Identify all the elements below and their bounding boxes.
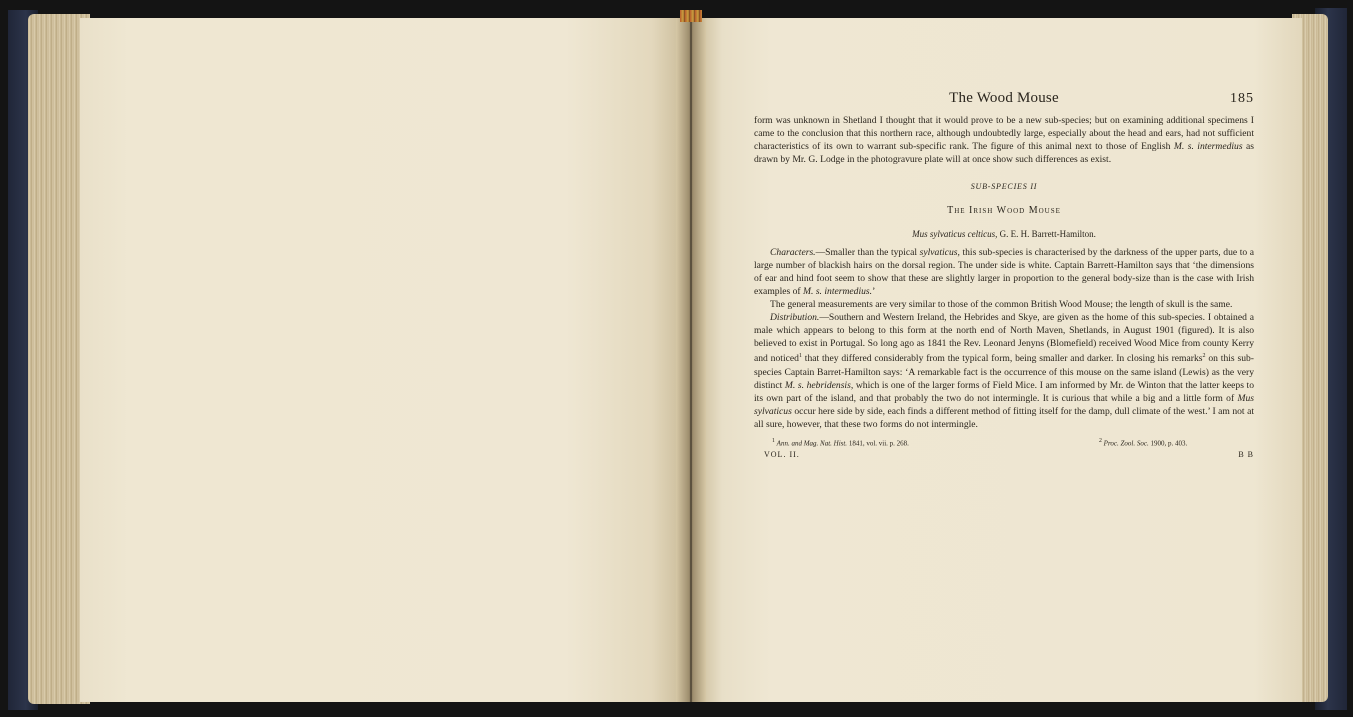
footnote-ref-2: 2	[1202, 353, 1206, 360]
binomial-name: Mus sylvaticus celticus, G. E. H. Barrett-Hamilton.	[912, 228, 1096, 239]
characters-paragraph: Characters.—Smaller than the typical sylvaticus, this sub-species is characterised by the darkness of the upper parts, due to a large number of blackish hairs on the dorsal region. The under side is white. Captain Barrett-Hamilton says that ‘the dimensions of ear and hind foot seem to show that these are slightly larger in proportion to the general body-size than is the case with Irish examples of M. s. intermedius.’	[754, 246, 1254, 297]
footnote-2: $^2$ Proc. Zool. Soc. 1900, p. 403.	[1099, 438, 1188, 448]
distribution-paragraph: Distribution.—Southern and Western Ireland, the Hebrides and Skye, are given as the home of this sub-species. I obtained a male which appears to belong to this form at the north end of North Maven, Shetlands, in August 1901 (figured). It is also believed to exist in Portugal. So long ago as 1841 the Rev. Leonard Jenyns (Blomefield) received Wood Mice from county Kerry and noticed$^1$ that they differed considerably from the typical form, being smaller and darker. In closing his remarks$^2$ on this sub-species Captain Barret-Hamilton says: ‘A remarkable fact is the occurrence of this mouse on the same island (Lewis) as the very distinct M. s. hebridensis, which is one of the larger forms of Field Mice. I am informed by Mr. de Winton that the latter keeps to its own part of the island, and that probably the two do not intermingle. It is curious that while a big and a little form of Mus sylvaticus occur here side by side, each finds a different method of fitting itself for the damp, dull climate of the west.’ I am not at all sure, however, that these two forms do not intermingle.	[754, 312, 1254, 431]
footnotes	[754, 436, 1254, 446]
footnote-ref-1: 1	[798, 353, 802, 360]
section-title: The Irish Wood Mouse	[947, 205, 1061, 217]
page-footer	[754, 448, 1254, 460]
volume-label: VOL. II.	[764, 450, 800, 460]
intro-paragraph: form was unknown in Shetland I thought that it would prove to be a new sub-species; but on examining additional specimens I came to the conclusion that this northern race, although undoubtedly large, especially about the head and ears, had not sufficient characteristics of its own to warrant sub-specific rank. The figure of this animal next to those of English M. s. intermedius as drawn by Mr. G. Lodge in the photogravure plate will at once show such differences as exist.	[754, 115, 1254, 166]
left-page-blank	[80, 18, 688, 702]
footnote-1: $^1$ Ann. and Mag. Nat. Hist. 1841, vol. vii. p. 268.	[772, 438, 909, 448]
subspecies-label: SUB-SPECIES II	[970, 182, 1038, 192]
book-gutter	[676, 18, 706, 702]
running-title: The Wood Mouse	[949, 90, 1059, 106]
measurements-paragraph: The general measurements are very similar to those of the common British Wood Mouse; the length of skull is the same.	[770, 299, 1233, 311]
page-text-block	[754, 92, 1254, 460]
running-head	[754, 92, 1254, 112]
signature-mark: B B	[1238, 450, 1254, 460]
spine-headband	[680, 10, 702, 22]
page-number: 185	[1230, 91, 1254, 106]
